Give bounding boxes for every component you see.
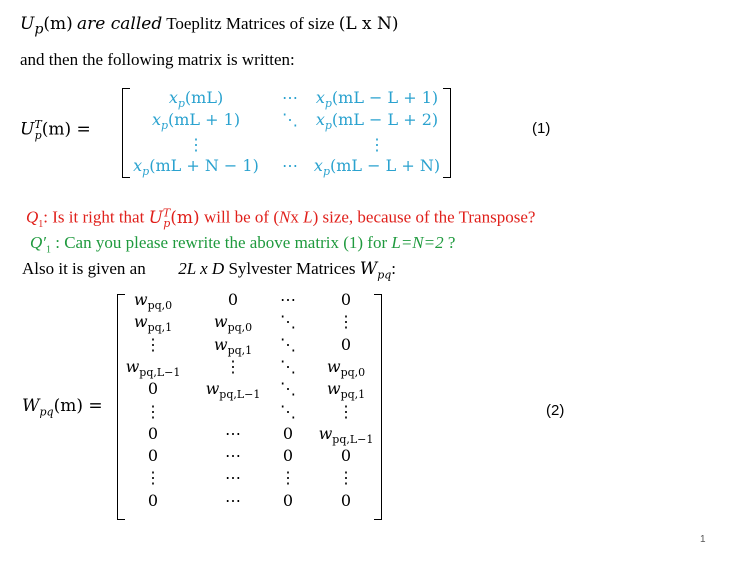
eq2-cell: ⋮: [280, 468, 296, 488]
eq2-cell: $w_{pq,1}$: [133, 312, 173, 335]
eq2-cell: ⋮: [145, 401, 161, 421]
eq2-cell: ⋯: [225, 490, 241, 510]
eq1-cell: $x_p(mL)$: [168, 88, 224, 111]
eq2-cell: ⋱: [280, 312, 296, 332]
eq2-cell: 0: [340, 334, 352, 354]
page-number: 1: [700, 534, 706, 545]
title-line: $U_p(m)$ are called Toeplitz Matrices of size (L x N): [20, 14, 399, 38]
eq1-lhs: $U^T_p(m)$ =: [20, 118, 91, 143]
eq2-cell: ⋱: [280, 334, 296, 354]
eq2-cell: ⋮: [338, 401, 354, 421]
eq2-lhs: $W_{pq}(m)$ =: [22, 396, 103, 419]
eq2-cell: 0: [227, 290, 239, 309]
eq2-cell: 0: [147, 446, 159, 466]
eq2-cell: ⋱: [280, 401, 296, 421]
question-q1: $Q_1$: Is it right that $U^T_p(m)$ will be of (Nx L) size, because of the Transpose?: [26, 206, 536, 231]
eq2-cell: ⋮: [338, 468, 354, 488]
eq2-cell: $w_{pq,1}$: [213, 334, 253, 357]
eq2-cell: ⋱: [280, 379, 296, 399]
eq1-cell: $x_p(mL - L + 2)$: [315, 110, 439, 133]
eq2-cell: ⋮: [338, 312, 354, 332]
eq2-cell: 0: [340, 490, 352, 510]
eq2-cell: $w_{pq,0}$: [213, 312, 253, 335]
eq2-cell: $w_{pq,1}$: [326, 379, 366, 402]
eq2-cell: $w_{pq,L-1}$: [125, 356, 181, 380]
eq2-cell: 0: [282, 490, 294, 510]
eq2-cell: 0: [340, 290, 352, 309]
eq2-cell: ⋯: [225, 446, 241, 466]
eq2-cell: ⋱: [280, 356, 296, 376]
eq1-label: (1): [532, 120, 551, 137]
sylvester-line: Also it is given an 2L x D Sylvester Matrices $W_{pq}$:: [22, 259, 397, 282]
question-q1-prime: $Q'_1$ : Can you please rewrite the above matrix (1) for L=N=2 ?: [30, 233, 456, 256]
eq1-left-bracket: [122, 88, 130, 178]
eq1-cell: ⋱: [282, 110, 298, 129]
eq2-cell: $w_{pq,L-1}$: [205, 379, 261, 402]
eq2-left-bracket: [117, 294, 125, 520]
eq2-cell: 0: [282, 423, 294, 443]
eq1-cell: ⋯: [282, 156, 298, 175]
intro-line: and then the following matrix is written:: [20, 50, 295, 69]
eq1-cell: ⋮: [369, 135, 385, 154]
eq2-cell: ⋯: [225, 423, 241, 443]
eq2-cell: 0: [340, 446, 352, 466]
eq2-cell: ⋯: [280, 290, 296, 309]
eq2-cell: $w_{pq,0}$: [133, 290, 173, 313]
eq1-cell: ⋯: [282, 88, 298, 107]
eq2-right-bracket: [374, 294, 382, 520]
eq1-cell: $x_p(mL - L + 1)$: [315, 88, 439, 111]
eq2-cell: 0: [147, 379, 159, 399]
eq2-cell: ⋯: [225, 468, 241, 488]
eq2-label: (2): [546, 402, 565, 419]
eq2-cell: ⋮: [145, 468, 161, 488]
eq2-cell: 0: [147, 490, 159, 510]
eq2-cell: $w_{pq,0}$: [326, 356, 366, 380]
eq1-cell: $x_p(mL + 1)$: [151, 110, 241, 133]
eq2-cell: $w_{pq,L-1}$: [318, 423, 374, 446]
eq2-cell: ⋮: [225, 356, 241, 376]
eq1-right-bracket: [443, 88, 451, 178]
eq2-cell: ⋮: [145, 334, 161, 354]
eq2-cell: 0: [147, 423, 159, 443]
eq1-cell: $x_p(mL - L + N)$: [313, 156, 441, 179]
eq1-cell: $x_p(mL + N - 1)$: [133, 156, 259, 179]
eq2-cell: 0: [282, 446, 294, 466]
eq1-cell: ⋮: [188, 135, 204, 154]
